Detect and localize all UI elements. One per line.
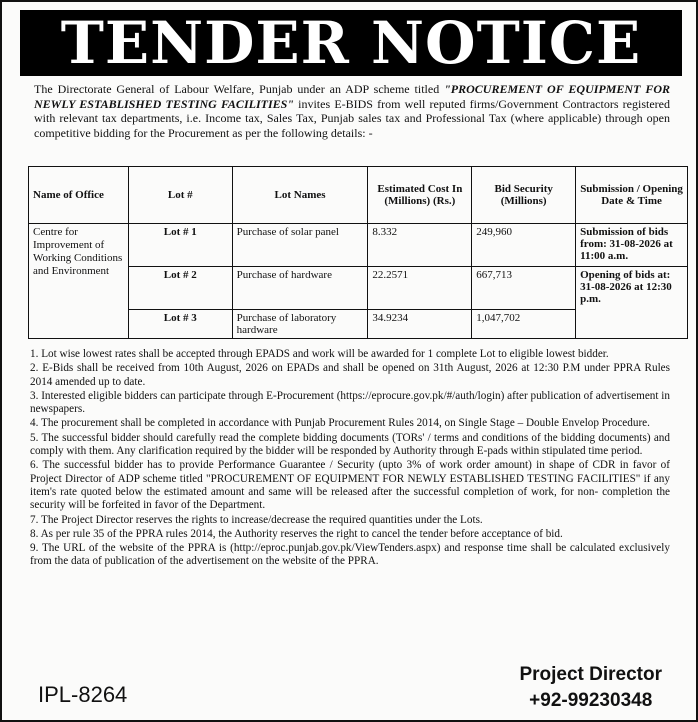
bid-security-cell: 249,960 [472, 224, 576, 267]
lot-name-cell: Purchase of laboratory hardware [232, 310, 368, 339]
lot-number-cell: Lot # 3 [128, 310, 232, 339]
intro-text-2: invites E-BIDS from well reputed firms/Government Contractors registered with relevant tax departments, i.e. Income tax, Sales Tax, Punjab sales tax and Professional Tax (where applicable) through open competitive bidding for the Procurement as per the following details: - [34, 96, 670, 140]
estimated-cost-cell: 22.2571 [368, 267, 472, 310]
header-lot-names: Lot Names [232, 167, 368, 224]
notice-title: TENDER NOTICE [20, 10, 682, 76]
header-lot-number: Lot # [128, 167, 232, 224]
office-name-cell: Centre for Improvement of Working Conditions and Environment [29, 224, 129, 339]
intro-text-1: The Directorate General of Labour Welfare, Punjab under an ADP scheme titled [34, 82, 445, 96]
table-header-row [29, 167, 688, 224]
bid-security-cell: 667,713 [472, 267, 576, 310]
term-item: 9. The URL of the website of the PPRA is (http://eproc.punjab.gov.pk/ViewTenders.aspx) and response time shall be calculated exclusively from the data of publication of the advertisement on the website of the PPRA. [30, 542, 670, 568]
term-item: 5. The successful bidder should carefully read the complete bidding documents (TORs' / terms and conditions of the bidding documents) and comply with them. Any clarification required by the bidder will be responded by Authority through E-pads within stipulated time period. [30, 431, 670, 458]
intro-paragraph [34, 82, 670, 140]
term-item: 4. The procurement shall be completed in accordance with Punjab Procurement Rules 2014, on Single Stage – Double Envelop Procedure. [30, 417, 650, 430]
header-name-of-office: Name of Office [29, 167, 129, 224]
term-item: 1. Lot wise lowest rates shall be accepted through EPADS and work will be awarded for 1 complete Lot to eligible lowest bidder. [30, 348, 609, 360]
bid-security-cell: 1,047,702 [472, 310, 576, 339]
signatory-title: Project Director [519, 664, 662, 685]
term-item: 7. The Project Director reserves the rights to increase/decrease the required quantities under the Lots. [30, 513, 483, 526]
intro-scheme-title: "PROCUREMENT OF EQUIPMENT FOR NEWLY ESTABLISHED TESTING FACILITIES" [34, 82, 670, 111]
terms-list [30, 348, 670, 570]
estimated-cost-cell: 34.9234 [368, 310, 472, 339]
lot-number-cell: Lot # 1 [128, 224, 232, 267]
header-estimated-cost: Estimated Cost In (Millions) (Rs.) [368, 167, 472, 224]
ipl-number: IPL-8264 [38, 682, 128, 707]
estimated-cost-cell: 8.332 [368, 224, 472, 267]
header-submission-opening: Submission / Opening Date & Time [576, 167, 688, 224]
term-item: 3. Interested eligible bidders can participate through E-Procurement (https://eprocure.gov.pk/#/auth/login) after publication of advertisement in newspapers. [30, 389, 670, 416]
signatory-block [519, 662, 662, 714]
table-row [29, 224, 688, 267]
term-item: 8. As per rule 35 of the PPRA rules 2014, the Authority reserves the right to cancel the tender before acceptance of bid. [30, 527, 563, 540]
lot-number-cell: Lot # 2 [128, 267, 232, 310]
submission-date-cell: Submission of bids from: 31-08-2026 at 11:00 a.m. [576, 224, 688, 267]
term-item: 6. The successful bidder has to provide Performance Guarantee / Security (upto 3% of work order amount) in shape of CDR in favor of Project Director of ADP scheme titled "PROCUREMENT OF EQUIPMENT FOR NEWLY ESTABLISHED TESTING FACILITIES" if any item's rate quoted below the estimated amount and same will be released after the successful completion of work, for non- completion the security will be forfeited in favor of the Department. [30, 459, 670, 512]
lots-table [28, 166, 688, 339]
lot-name-cell: Purchase of solar panel [232, 224, 368, 267]
lot-name-cell: Purchase of hardware [232, 267, 368, 310]
term-item: 2. E-Bids shall be received from 10th August, 2026 on EPADs and shall be opened on 31th August, 2026 at 12:30 P.M under PPRA Rules 2014 amended up to date. [30, 362, 670, 388]
header-bid-security: Bid Security (Millions) [472, 167, 576, 224]
opening-date-cell: Opening of bids at: 31-08-2026 at 12:30 p.m. [576, 267, 688, 339]
signatory-phone: +92-99230348 [529, 690, 653, 711]
